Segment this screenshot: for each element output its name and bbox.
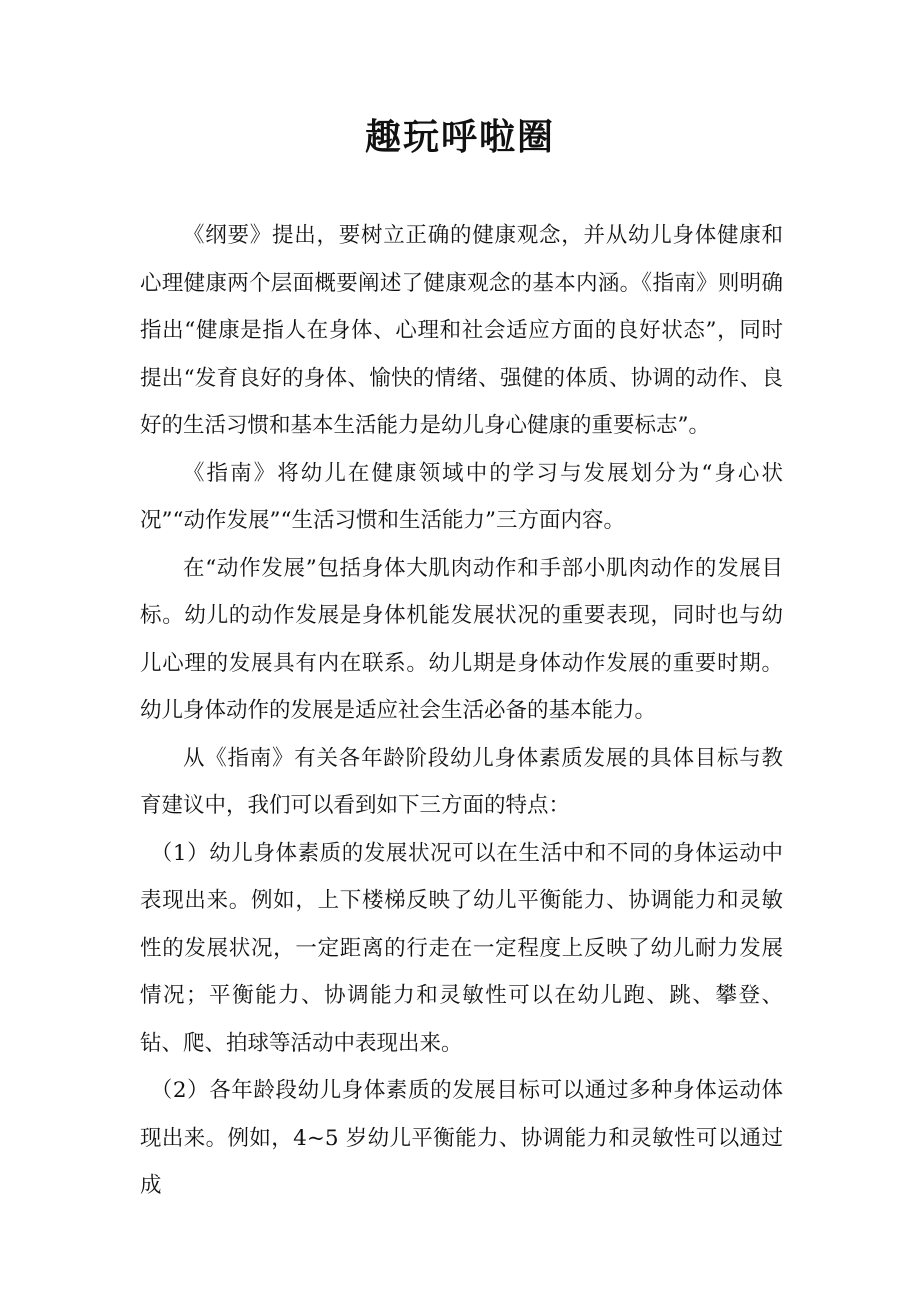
document-body: [140, 212, 783, 1210]
list-paragraph: （1）幼儿身体素质的发展状况可以在生活中和不同的身体运动中表现出来。例如，上下楼梯反映了幼儿平衡能力、协调能力和灵敏性的发展状况，一定距离的行走在一定程度上反映了幼儿耐力发展情况；平衡能力、协调能力和灵敏性可以在幼儿跑、跳、攀登、钻、爬、拍球等活动中表现出来。: [140, 840, 783, 1056]
list-paragraph: （2）各年龄段幼儿身体素质的发展目标可以通过多种身体运动体现出来。例如，4~5 岁幼儿平衡能力、协调能力和灵敏性可以通过成: [140, 1078, 783, 1198]
paragraph: 《指南》将幼儿在健康领域中的学习与发展划分为“身心状况”“动作发展”“生活习惯和生活能力”三方面内容。: [140, 460, 783, 533]
paragraph: 《纲要》提出，要树立正确的健康观念，并从幼儿身体健康和心理健康两个层面概要阐述了健康观念的基本内涵。《指南》则明确指出“健康是指人在身体、心理和社会适应方面的良好状态”，同时提出“发育良好的身体、愉快的情绪、强健的体质、协调的动作、良好的生活习惯和基本生活能力是幼儿身心健康的重要标志”。: [140, 223, 783, 438]
document-title: 趣玩呼啦圈: [364, 116, 555, 158]
paragraph: 从《指南》有关各年龄阶段幼儿身体素质发展的具体目标与教育建议中，我们可以看到如下三方面的特点：: [140, 745, 783, 818]
paragraph: 在“动作发展”包括身体大肌肉动作和手部小肌肉动作的发展目标。幼儿的动作发展是身体机能发展状况的重要表现，同时也与幼儿心理的发展具有内在联系。幼儿期是身体动作发展的重要时期。幼儿身体动作的发展是适应社会生活必备的基本能力。: [140, 555, 783, 723]
